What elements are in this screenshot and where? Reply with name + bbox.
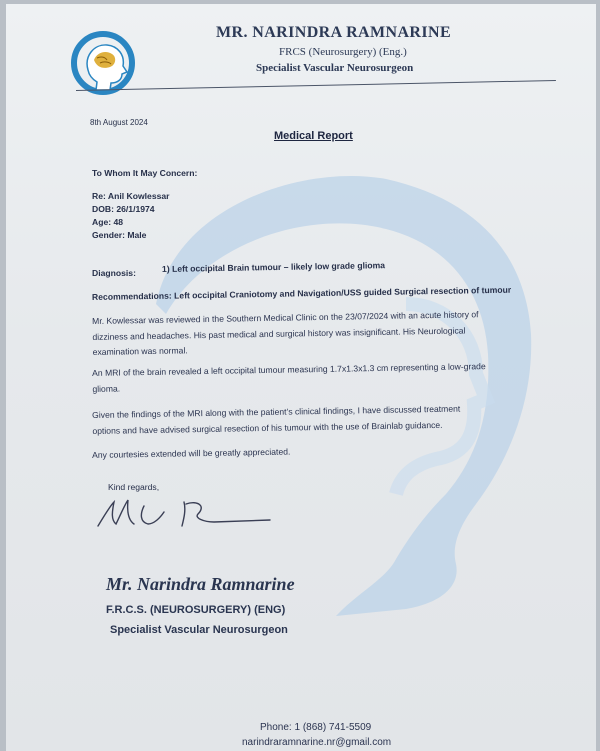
patient-dob: DOB: 26/1/1974 — [92, 204, 155, 214]
patient-gender: Gender: Male — [92, 230, 147, 240]
paragraph-treatment: Given the findings of the MRI along with the patient’s clinical findings, I have discussed treatment options and have advised surgical resection of his tumour with the use of Brainlab guidance. — [92, 403, 461, 436]
salutation: To Whom It May Concern: — [92, 168, 198, 178]
letterhead-title: Specialist Vascular Neurosurgeon — [256, 62, 414, 74]
signatory-credentials: F.R.C.S. (NEUROSURGERY) (ENG) — [106, 604, 286, 616]
paragraph-courtesies: Any courtesies extended will be greatly appreciated. — [92, 446, 291, 460]
patient-name: Re: Anil Kowlessar — [92, 191, 170, 201]
letter-page — [6, 4, 596, 751]
patient-age: Age: 48 — [92, 217, 124, 227]
footer-phone: Phone: 1 (868) 741-5509 — [260, 722, 372, 733]
diagnosis-value: 1) Left occipital Brain tumour – likely low grade glioma — [161, 260, 386, 274]
closing: Kind regards, — [108, 482, 160, 492]
report-title: Medical Report — [274, 130, 353, 142]
signatory-title: Specialist Vascular Neurosurgeon — [110, 624, 288, 636]
brain-head-logo-icon — [70, 30, 136, 96]
signatory-name: Mr. Narindra Ramnarine — [106, 574, 295, 594]
handwritten-signature — [94, 496, 274, 536]
letterhead-qualification: FRCS (Neurosurgery) (Eng.) — [279, 46, 407, 58]
recommendations: Recommendations: Left occipital Craniotomy and Navigation/USS guided Surgical resection of tumour — [91, 284, 512, 302]
letter-date: 8th August 2024 — [90, 118, 148, 127]
paragraph-clinic-review: Mr. Kowlessar was reviewed in the Southern Medical Clinic on the 23/07/2024 with an acute history of dizziness and headaches. His past medical and surgical history was insignificant. His Neurological examination was normal. — [92, 309, 479, 357]
paragraph-mri: An MRI of the brain revealed a left occipital tumour measuring 1.7x1.3x1.3 cm representing a low-grade glioma. — [92, 361, 486, 394]
letterhead-name: MR. NARINDRA RAMNARINE — [216, 24, 452, 41]
diagnosis-label: Diagnosis: — [92, 268, 136, 278]
footer-email[interactable]: narindraramnarine.nr@gmail.com — [242, 737, 392, 748]
